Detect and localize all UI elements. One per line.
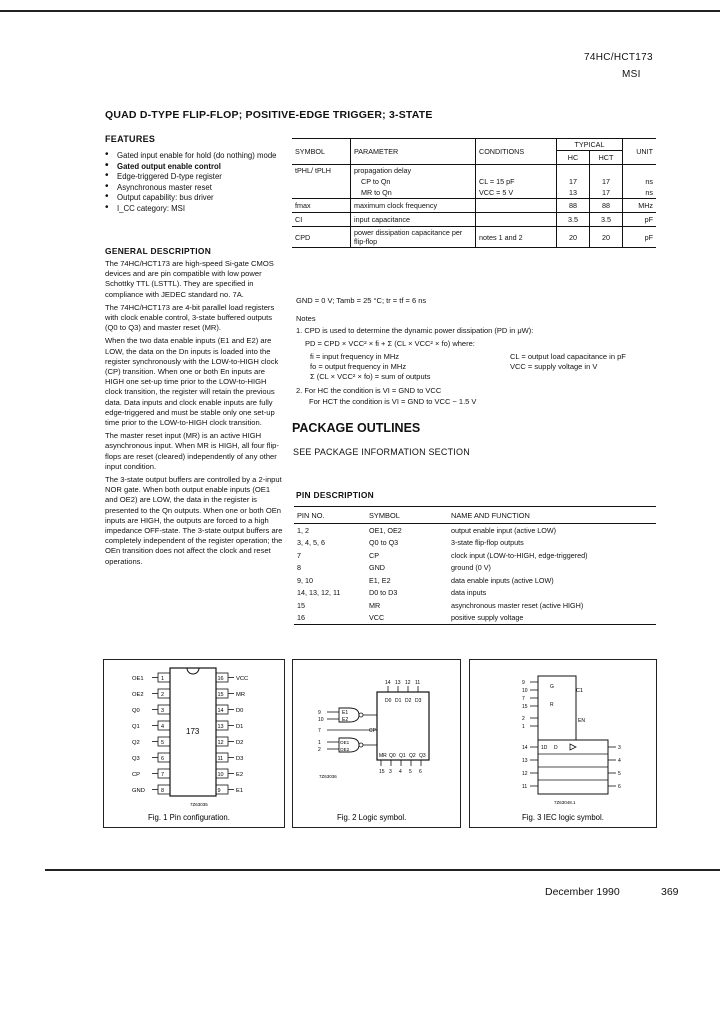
logic-symbol-diagram <box>293 660 460 827</box>
pin-number: 7 <box>522 696 525 702</box>
features-heading: FEATURES <box>105 134 156 144</box>
spec-table-wrap <box>292 138 656 248</box>
oe-label: OE2 <box>340 747 350 752</box>
pin-cell-symbol: VCC <box>369 613 385 623</box>
top-rule <box>0 10 720 12</box>
spec-cell-unit <box>623 165 657 177</box>
spec-cell-conditions: CL = 15 pF <box>476 176 557 187</box>
spec-cell-hct: 88 <box>590 199 623 213</box>
pin-cell-symbol: D0 to D3 <box>369 588 398 598</box>
spec-row <box>292 187 656 199</box>
pin-name: VCC <box>236 676 249 682</box>
notes-heading: Notes <box>296 314 316 323</box>
pin-number: 3 <box>389 769 392 775</box>
pin-number: 6 <box>618 784 621 790</box>
inverter-bubble <box>359 743 363 747</box>
buffer-triangle <box>570 744 576 750</box>
figure-code: 7Z63036 <box>319 774 337 779</box>
spec-cell-conditions: VCC = 5 V <box>476 187 557 199</box>
e-label: E1 <box>342 710 349 716</box>
pin-number: 16 <box>217 676 224 682</box>
pin-cell-symbol: GND <box>369 563 385 573</box>
oe-label: OE1 <box>340 740 350 745</box>
general-paragraph: The 74HC/HCT173 are 4-bit parallel load registers with clock enable control, 3-state buffered outputs (Q0 to Q3) and master reset (MR). <box>105 302 275 333</box>
family-label: MSI <box>622 69 641 80</box>
general-paragraph: The 74HC/HCT173 are high-speed Si-gate CMOS devices and are pin compatible with low power Schottky TTL (LSTTL). They are specified in compliance with JEDEC standard no. 7A. <box>105 259 274 299</box>
pin-number: 9 <box>522 680 525 686</box>
spec-row <box>292 176 656 187</box>
pin-name: MR <box>236 692 246 698</box>
spec-cell-hc: 13 <box>557 187 590 199</box>
spec-cell-conditions <box>476 213 557 227</box>
page-title: QUAD D-TYPE FLIP-FLOP; POSITIVE-EDGE TRIGGER; 3-STATE <box>105 109 433 121</box>
pin-cell-pin: 14, 13, 12, 11 <box>297 588 341 598</box>
pin-cell-pin: 1, 2 <box>297 525 309 535</box>
pin-number: 15 <box>217 692 224 698</box>
spec-cell-hc: 17 <box>557 176 590 187</box>
pin-number: 1 <box>522 724 525 730</box>
spec-cell-hct: 20 <box>590 227 623 248</box>
pin-number: 7 <box>161 772 165 778</box>
pd-th-pin: PIN NO. <box>297 510 325 520</box>
spec-cell-symbol: tPHL/ tPLH <box>292 165 351 177</box>
feature-item: • Gated output enable control <box>104 162 284 173</box>
spec-cell-parameter: propagation delay <box>351 165 476 177</box>
pin-desc-heading: PIN DESCRIPTION <box>296 490 375 500</box>
d-label: D1 <box>395 698 402 704</box>
pin-cell-name: data enable inputs (active LOW) <box>451 575 554 585</box>
pin-name: E1 <box>236 788 244 794</box>
control-block <box>538 676 576 740</box>
pin-number: 15 <box>379 769 385 775</box>
spec-cell-parameter: maximum clock frequency <box>351 199 476 213</box>
pin-number: 3 <box>161 708 165 714</box>
d-label: D3 <box>415 698 422 704</box>
feature-item: • I_CC category: MSI <box>104 204 284 215</box>
features-list <box>104 151 284 215</box>
spec-footer: GND = 0 V; Tamb = 25 °C; tr = tf = 6 ns <box>296 296 427 305</box>
pin-number: 13 <box>217 724 224 730</box>
pin-number: 6 <box>419 769 422 775</box>
th-hct: HCT <box>590 151 623 165</box>
pin-number: 1 <box>318 740 321 746</box>
d-label: D2 <box>405 698 412 704</box>
th-symbol: SYMBOL <box>292 139 351 165</box>
spec-row <box>292 199 656 213</box>
package-sub: SEE PACKAGE INFORMATION SECTION <box>293 447 470 457</box>
pin-cell-name: asynchronous master reset (active HIGH) <box>451 600 584 610</box>
pin-number: 4 <box>399 769 402 775</box>
figure-1-frame <box>103 659 285 828</box>
spec-cell-unit: pF <box>644 215 653 224</box>
spec-cell-hc <box>557 165 590 177</box>
pin-cell-pin: 8 <box>297 563 301 573</box>
figure-1-caption: Fig. 1 Pin configuration. <box>148 813 230 822</box>
pin-name: Q3 <box>132 756 140 762</box>
spec-cell-parameter: input capacitance <box>351 213 476 227</box>
pin-name: D0 <box>236 708 244 714</box>
iec-symbol-diagram <box>470 660 656 827</box>
q-label: Q3 <box>419 753 426 759</box>
q-label: Q2 <box>409 753 416 759</box>
pd-th-name: NAME AND FUNCTION <box>451 510 530 520</box>
pin-number: 6 <box>161 756 165 762</box>
pin-number: 13 <box>522 758 528 764</box>
th-hc: HC <box>557 151 590 165</box>
pin-number: 10 <box>522 688 528 694</box>
th-conditions: CONDITIONS <box>476 139 557 165</box>
pin-name: D1 <box>236 724 244 730</box>
pin-cell-pin: 3, 4, 5, 6 <box>297 538 325 548</box>
spec-cell-symbol: CI <box>292 213 351 227</box>
e-label: E2 <box>342 717 349 723</box>
d-label: D0 <box>385 698 392 704</box>
pin-row <box>294 612 656 625</box>
pin-row <box>294 549 656 562</box>
figure-3-frame <box>469 659 657 828</box>
pin-cell-name: ground (0 V) <box>451 563 491 573</box>
pin-cell-pin: 7 <box>297 550 301 560</box>
pin-cell-symbol: MR <box>369 600 381 610</box>
spec-row <box>292 213 656 227</box>
pin-number: 11 <box>415 680 421 686</box>
spec-cell-parameter: power dissipation capacitance per flip-flop <box>351 227 476 248</box>
pin-number: 2 <box>161 692 165 698</box>
pin-cell-symbol: E1, E2 <box>369 575 391 585</box>
pin-number: 2 <box>318 747 321 753</box>
pin-number: 12 <box>405 680 411 686</box>
th-typical: TYPICAL <box>557 139 623 151</box>
pin-row <box>294 562 656 575</box>
pin-configuration-diagram <box>104 660 284 827</box>
pin-number: 4 <box>161 724 165 730</box>
pin-number: 5 <box>161 740 165 746</box>
th-parameter: PARAMETER <box>351 139 476 165</box>
general-heading: GENERAL DESCRIPTION <box>105 246 212 256</box>
note-defs-left <box>310 352 430 383</box>
q-label: Q1 <box>399 753 406 759</box>
spec-cell-symbol: CPD <box>292 227 351 248</box>
package-heading: PACKAGE OUTLINES <box>292 421 421 435</box>
pin-row <box>294 599 656 612</box>
pd-th-symbol: SYMBOL <box>369 510 400 520</box>
pin-cell-name: 3-state flip-flop outputs <box>451 538 524 548</box>
iec-g: G <box>550 684 554 690</box>
pin-number: 14 <box>217 708 224 714</box>
q-label: MR <box>379 753 387 759</box>
pin-number: 14 <box>385 680 391 686</box>
spec-row <box>292 165 656 177</box>
spec-cell-parameter: MR to Qn <box>351 187 476 199</box>
note-def: fi = input frequency in MHz <box>310 352 400 361</box>
cp-label: CP <box>369 728 376 734</box>
pin-row <box>294 537 656 550</box>
figure-code: 7Z63048.1 <box>554 800 576 805</box>
footer-date: December 1990 <box>545 886 620 898</box>
pin-number: 2 <box>522 716 525 722</box>
note-2b: For HCT the condition is VI = GND to VCC − 1.5 V <box>309 397 477 406</box>
pin-name: D3 <box>236 756 244 762</box>
feature-item: • Output capability: bus driver <box>104 193 284 204</box>
pin-number: 3 <box>618 745 621 751</box>
inverter-bubble <box>359 713 363 717</box>
pin-name: OE2 <box>132 692 144 698</box>
pin-name: Q1 <box>132 724 140 730</box>
general-paragraph: When the two data enable inputs (E1 and E2) are LOW, the data on the Dn inputs is loaded into the register synchronously with the LOW-to-HIGH clock (CP) transition. When one or both En inputs are HIGH one set-up time prior to the LOW-to-HIGH clock transition, the register will retain the previous data. Data inputs and clock enable inputs are fully edge-triggered and must be stable only one set-up time prior to the LOW-to-HIGH clock transition. <box>105 336 279 428</box>
bottom-rule <box>45 869 720 871</box>
pin-name: GND <box>132 788 145 794</box>
note-defs-right <box>510 352 626 372</box>
pin-cell-name: data inputs <box>451 588 487 598</box>
pin-cell-name: output enable input (active LOW) <box>451 525 557 535</box>
spec-cell-conditions: notes 1 and 2 <box>476 227 557 248</box>
spec-cell-hct: 3.5 <box>590 213 623 227</box>
note-formula: PD = CPD × VCC² × fi + Σ (CL × VCC² × fo) where: <box>305 339 475 348</box>
spec-cell-unit: ns <box>645 188 653 197</box>
figure-code: 7Z63035 <box>190 802 208 807</box>
spec-cell-hct: 17 <box>590 187 623 199</box>
note-def: VCC = supply voltage in V <box>510 362 598 372</box>
pin-row <box>294 587 656 600</box>
pin-name: E2 <box>236 772 244 778</box>
pin-name: D2 <box>236 740 244 746</box>
note-1: 1. CPD is used to determine the dynamic power dissipation (PD in μW): <box>296 326 534 335</box>
spec-cell-unit: MHz <box>638 201 653 210</box>
pin-name: OE1 <box>132 676 144 682</box>
pin-number: 12 <box>522 771 528 777</box>
pin-cell-symbol: CP <box>369 550 379 560</box>
iec-en: EN <box>578 718 585 724</box>
pin-number: 1 <box>161 676 165 682</box>
feature-item: • Gated input enable for hold (do nothing) mode <box>104 151 284 162</box>
chip-notch <box>187 668 199 674</box>
spec-cell-symbol: fmax <box>292 199 351 213</box>
note-def: fo = output frequency in MHz <box>310 362 407 372</box>
general-paragraph: The master reset input (MR) is an active HIGH asynchronous input. When MR is HIGH, all four flip-flops are reset (cleared) independently of any other input condition. <box>105 431 279 471</box>
figure-2-caption: Fig. 2 Logic symbol. <box>337 813 407 822</box>
part-number: 74HC/HCT173 <box>584 52 653 63</box>
iec-d: D <box>554 745 558 751</box>
pin-number: 11 <box>217 756 224 762</box>
spec-cell-hct <box>590 165 623 177</box>
spec-cell-symbol <box>292 176 351 187</box>
iec-c1: C1 <box>576 688 584 694</box>
pin-desc-table <box>294 506 656 625</box>
pin-number: 14 <box>522 745 528 751</box>
pin-name: Q0 <box>132 708 140 714</box>
note-def: CL = output load capacitance in pF <box>510 352 626 361</box>
spec-cell-symbol <box>292 187 351 199</box>
spec-table <box>292 138 656 248</box>
pin-number: 8 <box>161 788 165 794</box>
pin-cell-name: positive supply voltage <box>451 613 524 623</box>
spec-cell-unit: ns <box>645 177 653 186</box>
spec-cell-hc: 20 <box>557 227 590 248</box>
pin-number: 10 <box>217 772 224 778</box>
pin-row <box>294 524 656 537</box>
chip-label: 173 <box>186 727 200 736</box>
spec-cell-hct: 17 <box>590 176 623 187</box>
general-description <box>105 259 283 570</box>
pin-number: 12 <box>217 740 224 746</box>
feature-item: • Asynchronous master reset <box>104 183 284 194</box>
iec-1d: 1D <box>541 745 548 751</box>
pin-cell-pin: 9, 10 <box>297 575 313 585</box>
spec-cell-conditions <box>476 199 557 213</box>
spec-cell-unit: pF <box>644 232 653 242</box>
page-number: 369 <box>661 886 679 898</box>
feature-item: • Edge-triggered D-type register <box>104 172 284 183</box>
q-label: Q0 <box>389 753 396 759</box>
spec-cell-hc: 3.5 <box>557 213 590 227</box>
th-unit: UNIT <box>623 139 657 165</box>
spec-cell-conditions <box>476 165 557 177</box>
pin-cell-pin: 15 <box>297 600 305 610</box>
spec-row <box>292 227 656 248</box>
pin-number: 11 <box>522 784 528 790</box>
pin-number: 9 <box>217 788 221 794</box>
general-paragraph: The 3-state output buffers are controlled by a 2-input NOR gate. When both output enable inputs (OE1 and OE2) are LOW, the data in the register is presented to the Qn outputs. When one or both OEn inputs are HIGH, the outputs are forced to a high impedance OFF-state. The 3-state output buffers are completely independent of the register operation; the OEn transition does not affect the clock and reset operations. <box>105 475 283 566</box>
iec-r: R <box>550 702 554 708</box>
pin-cell-symbol: Q0 to Q3 <box>369 538 399 548</box>
note-2a: 2. For HC the condition is VI = GND to VCC <box>296 386 442 395</box>
pin-cell-symbol: OE1, OE2 <box>369 525 402 535</box>
note-def: Σ (CL × VCC² × fo) = sum of outputs <box>310 372 431 382</box>
pin-cell-name: clock input (LOW-to-HIGH, edge-triggered) <box>451 550 588 560</box>
pin-number: 5 <box>618 771 621 777</box>
pin-number: 10 <box>318 717 324 723</box>
pin-name: Q2 <box>132 740 140 746</box>
pin-number: 5 <box>409 769 412 775</box>
spec-cell-parameter: CP to Qn <box>351 176 476 187</box>
pin-cell-pin: 16 <box>297 613 305 623</box>
pin-row <box>294 574 656 587</box>
pin-number: 13 <box>395 680 401 686</box>
figure-2-frame <box>292 659 461 828</box>
pin-number: 4 <box>618 758 621 764</box>
pin-number: 15 <box>522 704 528 710</box>
figure-3-caption: Fig. 3 IEC logic symbol. <box>522 813 604 822</box>
pin-number: 9 <box>318 710 321 716</box>
pin-number: 7 <box>318 728 321 734</box>
pin-name: CP <box>132 772 141 778</box>
spec-cell-hc: 88 <box>557 199 590 213</box>
